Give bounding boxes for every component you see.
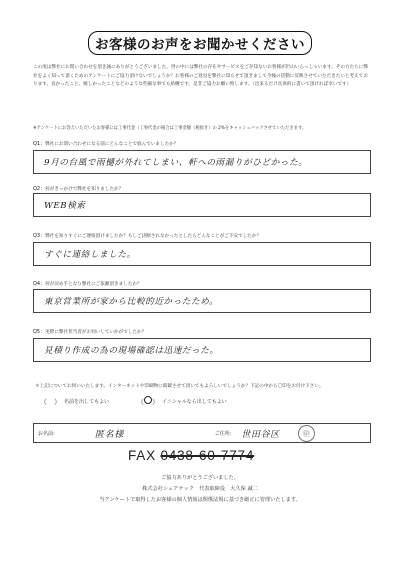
publication-options [40,396,227,407]
question-2-label [33,186,371,193]
thanks-text: ご協力ありがとうございました。 [161,475,239,481]
publication-note: ＊上記についてお伺いいたします。インターネットや印刷物に掲載させて頂いてもよろしいでしょうか？下記の中から〇印をお付け下さい。 [35,384,324,389]
address-label: ご住所: [214,430,232,437]
name-address-row [33,423,371,443]
selected-circle-mark [144,396,152,404]
question-3-text: 弊社を知りすぐにご連絡頂けましたか？もしご決断されなかったとしたらどんなことがご不安でしたか？ [45,234,262,239]
privacy-text: 当アンケートで取得したお客様の個人情報は関係法規に基づき厳正に管理いたします。 [99,497,301,503]
question-2-number: Q2： [33,186,46,192]
question-5-answer-text: 見積り作成の為の現場確認は迅速だった。 [44,346,219,356]
fax-label: FAX [128,448,156,463]
option-full-name-label: 名前を出してもよい [64,399,110,405]
question-1-answer[interactable] [33,150,371,174]
question-4-answer[interactable] [33,289,371,313]
question-5-label [33,329,371,336]
option-full-name[interactable] [40,397,109,407]
fax-line [128,448,254,463]
question-5-text: 実際に弊社担当者がお伺いしていかがでしたか？ [45,330,147,335]
question-2-answer-text: WEB検索 [44,201,86,211]
page-title [88,31,312,55]
question-5-number: Q5： [33,329,46,335]
name-label: お名前: [38,430,55,437]
question-4-label [33,281,371,288]
question-1-text: 弊社にお問い合わせになる前にどんなことで悩んでいましたか？ [45,142,179,147]
address-field[interactable]: 世田谷区 [241,429,280,440]
name-field[interactable]: 匿名様 [94,429,125,440]
cashback-note: ※アンケートにお答えいただいたお客様には工事代金（工事代金の場合は工事金額（税抜き）の 2%をキャッシュバックさせていただきます。 [33,126,307,131]
page-title-text: お客様のお声をお聞かせください [95,37,305,53]
question-1-number: Q1： [33,141,46,147]
question-3-label [33,233,371,240]
hanko-stamp-icon: ㊞ [298,425,315,442]
question-3-number: Q3： [33,233,46,239]
question-4-number: Q4： [33,281,46,287]
question-5-answer[interactable] [33,338,371,362]
question-2-text: 何がきっかけで弊社を知りましたか？ [45,187,124,192]
intro-text: この度は弊社にお問い合わせを頂き誠にありがとうございました。世の中には弊社の存在やサービスをご存知ないお客様が沢山いらっしゃいます。その方たちに弊社をよく知って頂くためのアンケートにご協力頂けないでしょうか？お客様のご意見を弊社に知らせて頂きまして今後の活動に反映させていただきたいと考えております。良かったこと、嬉しかったことなどのような些細な事でも結構です。是非ご協力お願い致します。（出来るだけ具体的に書いて頂ければ幸いです） [33,65,368,88]
question-1-label [33,141,371,148]
question-3-answer[interactable] [33,242,371,266]
company-text: 株式会社シェアテック 代表取締役 大久保 誠二 [142,486,258,492]
option-initials-checkbox[interactable]: （ ） [137,398,160,406]
question-1-answer-text: 9月の台風で雨樋が外れてしまい、軒への雨漏りがひどかった。 [44,158,308,168]
option-initials-label: イニシャルなら出してもよい [162,399,227,405]
question-3-answer-text: すぐに連絡しました。 [44,250,136,260]
question-4-text: 何が決め手となり弊社にご依頼頂きましたか？ [45,282,142,287]
fax-number: 0438-60-7774 [160,448,255,463]
question-2-answer[interactable] [33,193,371,217]
option-full-name-checkbox[interactable]: （ ） [40,397,61,406]
option-initials[interactable] [137,396,227,407]
question-4-answer-text: 東京営業所が家から比較的近かったため。 [44,297,219,307]
